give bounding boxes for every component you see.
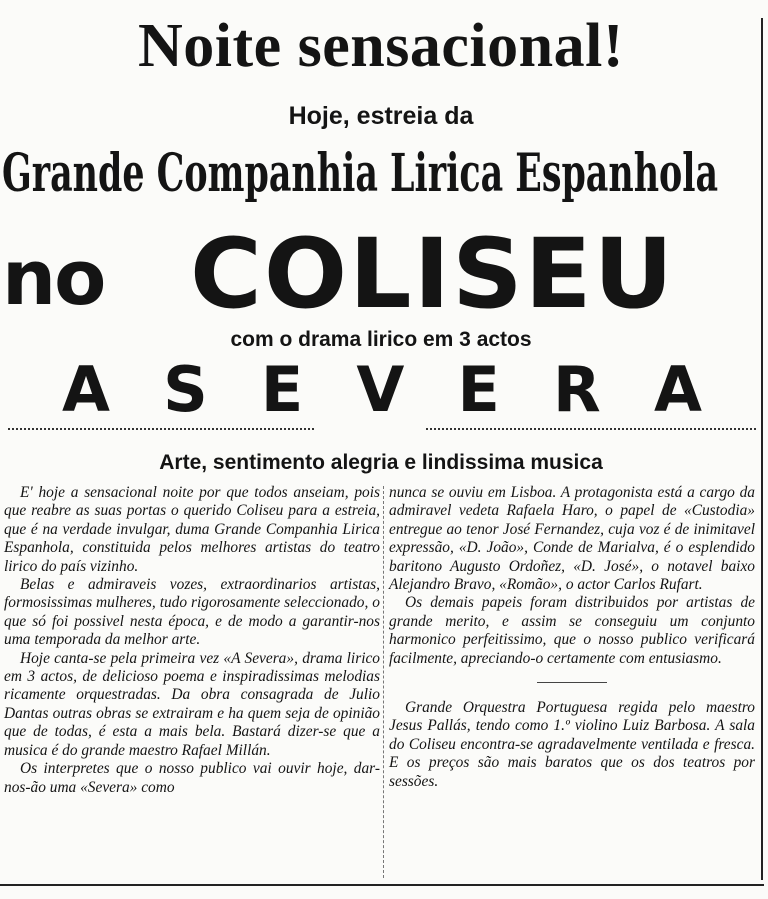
section-heading: Arte, sentimento alegria e lindissima musica — [159, 451, 603, 474]
play-title-letter: A — [62, 353, 110, 426]
play-title-letter: A — [653, 353, 702, 426]
article-paragraph: Belas e admiraveis vozes, extraordinarios artistas, formosissimas mulheres, tudo rigorosamente seleccionado, o que só foi possivel nesta época, e de modo a garantir-nos uma temporada da melhor arte. — [4, 576, 380, 649]
article-paragraph: nunca se ouviu em Lisboa. A protagonista está a cargo da admiravel vedeta Rafaela Haro, o papel de «Custodia» entregue ao tenor José Fernandez, cuja voz é de inimitavel expressão, «D. João», Conde de Marialva, é o esplendido baritono Augusto Ordoñez, «D. José», o notavel baixo Alejandro Bravo, «Romão», o actor Carlos Rufart. — [389, 484, 755, 594]
drama-line: com o drama lirico em 3 actos — [230, 328, 532, 351]
article-column-left — [4, 484, 380, 797]
article-paragraph: Hoje canta-se pela primeira vez «A Severa», drama lirico em 3 actos, de delicioso poema e inspiradissimas melodias ricamente orquestradas. Da obra consagrada de Julio Dantas outras obras se extrairam e ha quem seja de opinião que de todas, é esta a mais bela. Bastará dizer-se que a musica é do grande maestro Rafael Millán. — [4, 649, 380, 759]
venue-line — [0, 218, 762, 330]
dotted-divider-right — [426, 428, 756, 436]
article-paragraph: E' hoje a sensacional noite por que todos anseiam, pois que reabre as suas portas o querido Coliseu para a estreia, que é na verdade invulgar, duma Grande Companhia Lirica Espanhola, constituida pelos melhores artistas do teatro lirico do país vizinho. — [4, 484, 380, 575]
play-title-letter: E — [260, 353, 304, 426]
play-title-letter: E — [457, 353, 500, 426]
venue-name: COLISEU — [190, 218, 676, 330]
bottom-border-rule — [0, 884, 764, 886]
article-paragraph: Grande Orquestra Portuguesa regida pelo maestro Jesus Pallás, tendo como 1.º violino Luiz Barbosa. A sala do Coliseu encontra-se agradavelmente ventilada e fresca. E os preços são mais baratos que os dos teatros por sessões. — [389, 699, 755, 790]
subheadline: Hoje, estreia da — [288, 102, 474, 130]
play-title-letter: S — [163, 353, 208, 426]
article-column-right — [389, 484, 755, 791]
article-paragraph: Os demais papeis foram distribuidos por artistas de grande merito, e assim se conseguiu um conjunto harmonico perfeitissimo, que o nosso publico verificará facilmente, apreciando-o certamente com entusiasmo. — [389, 594, 755, 667]
article-paragraph: Os interpretes que o nosso publico vai ouvir hoje, dar-nos-ão uma «Severa» como — [4, 760, 380, 796]
column-divider — [383, 486, 384, 878]
venue-prefix: no — [2, 233, 105, 322]
play-title — [62, 353, 702, 426]
short-separator-rule — [537, 682, 607, 683]
play-title-letter: V — [356, 353, 405, 426]
play-title-letter: R — [553, 353, 601, 426]
company-name: Grande Companhia Lirica Espanhola — [2, 143, 719, 204]
headline: Noite sensacional! — [137, 12, 625, 80]
dotted-divider-left — [8, 428, 314, 436]
